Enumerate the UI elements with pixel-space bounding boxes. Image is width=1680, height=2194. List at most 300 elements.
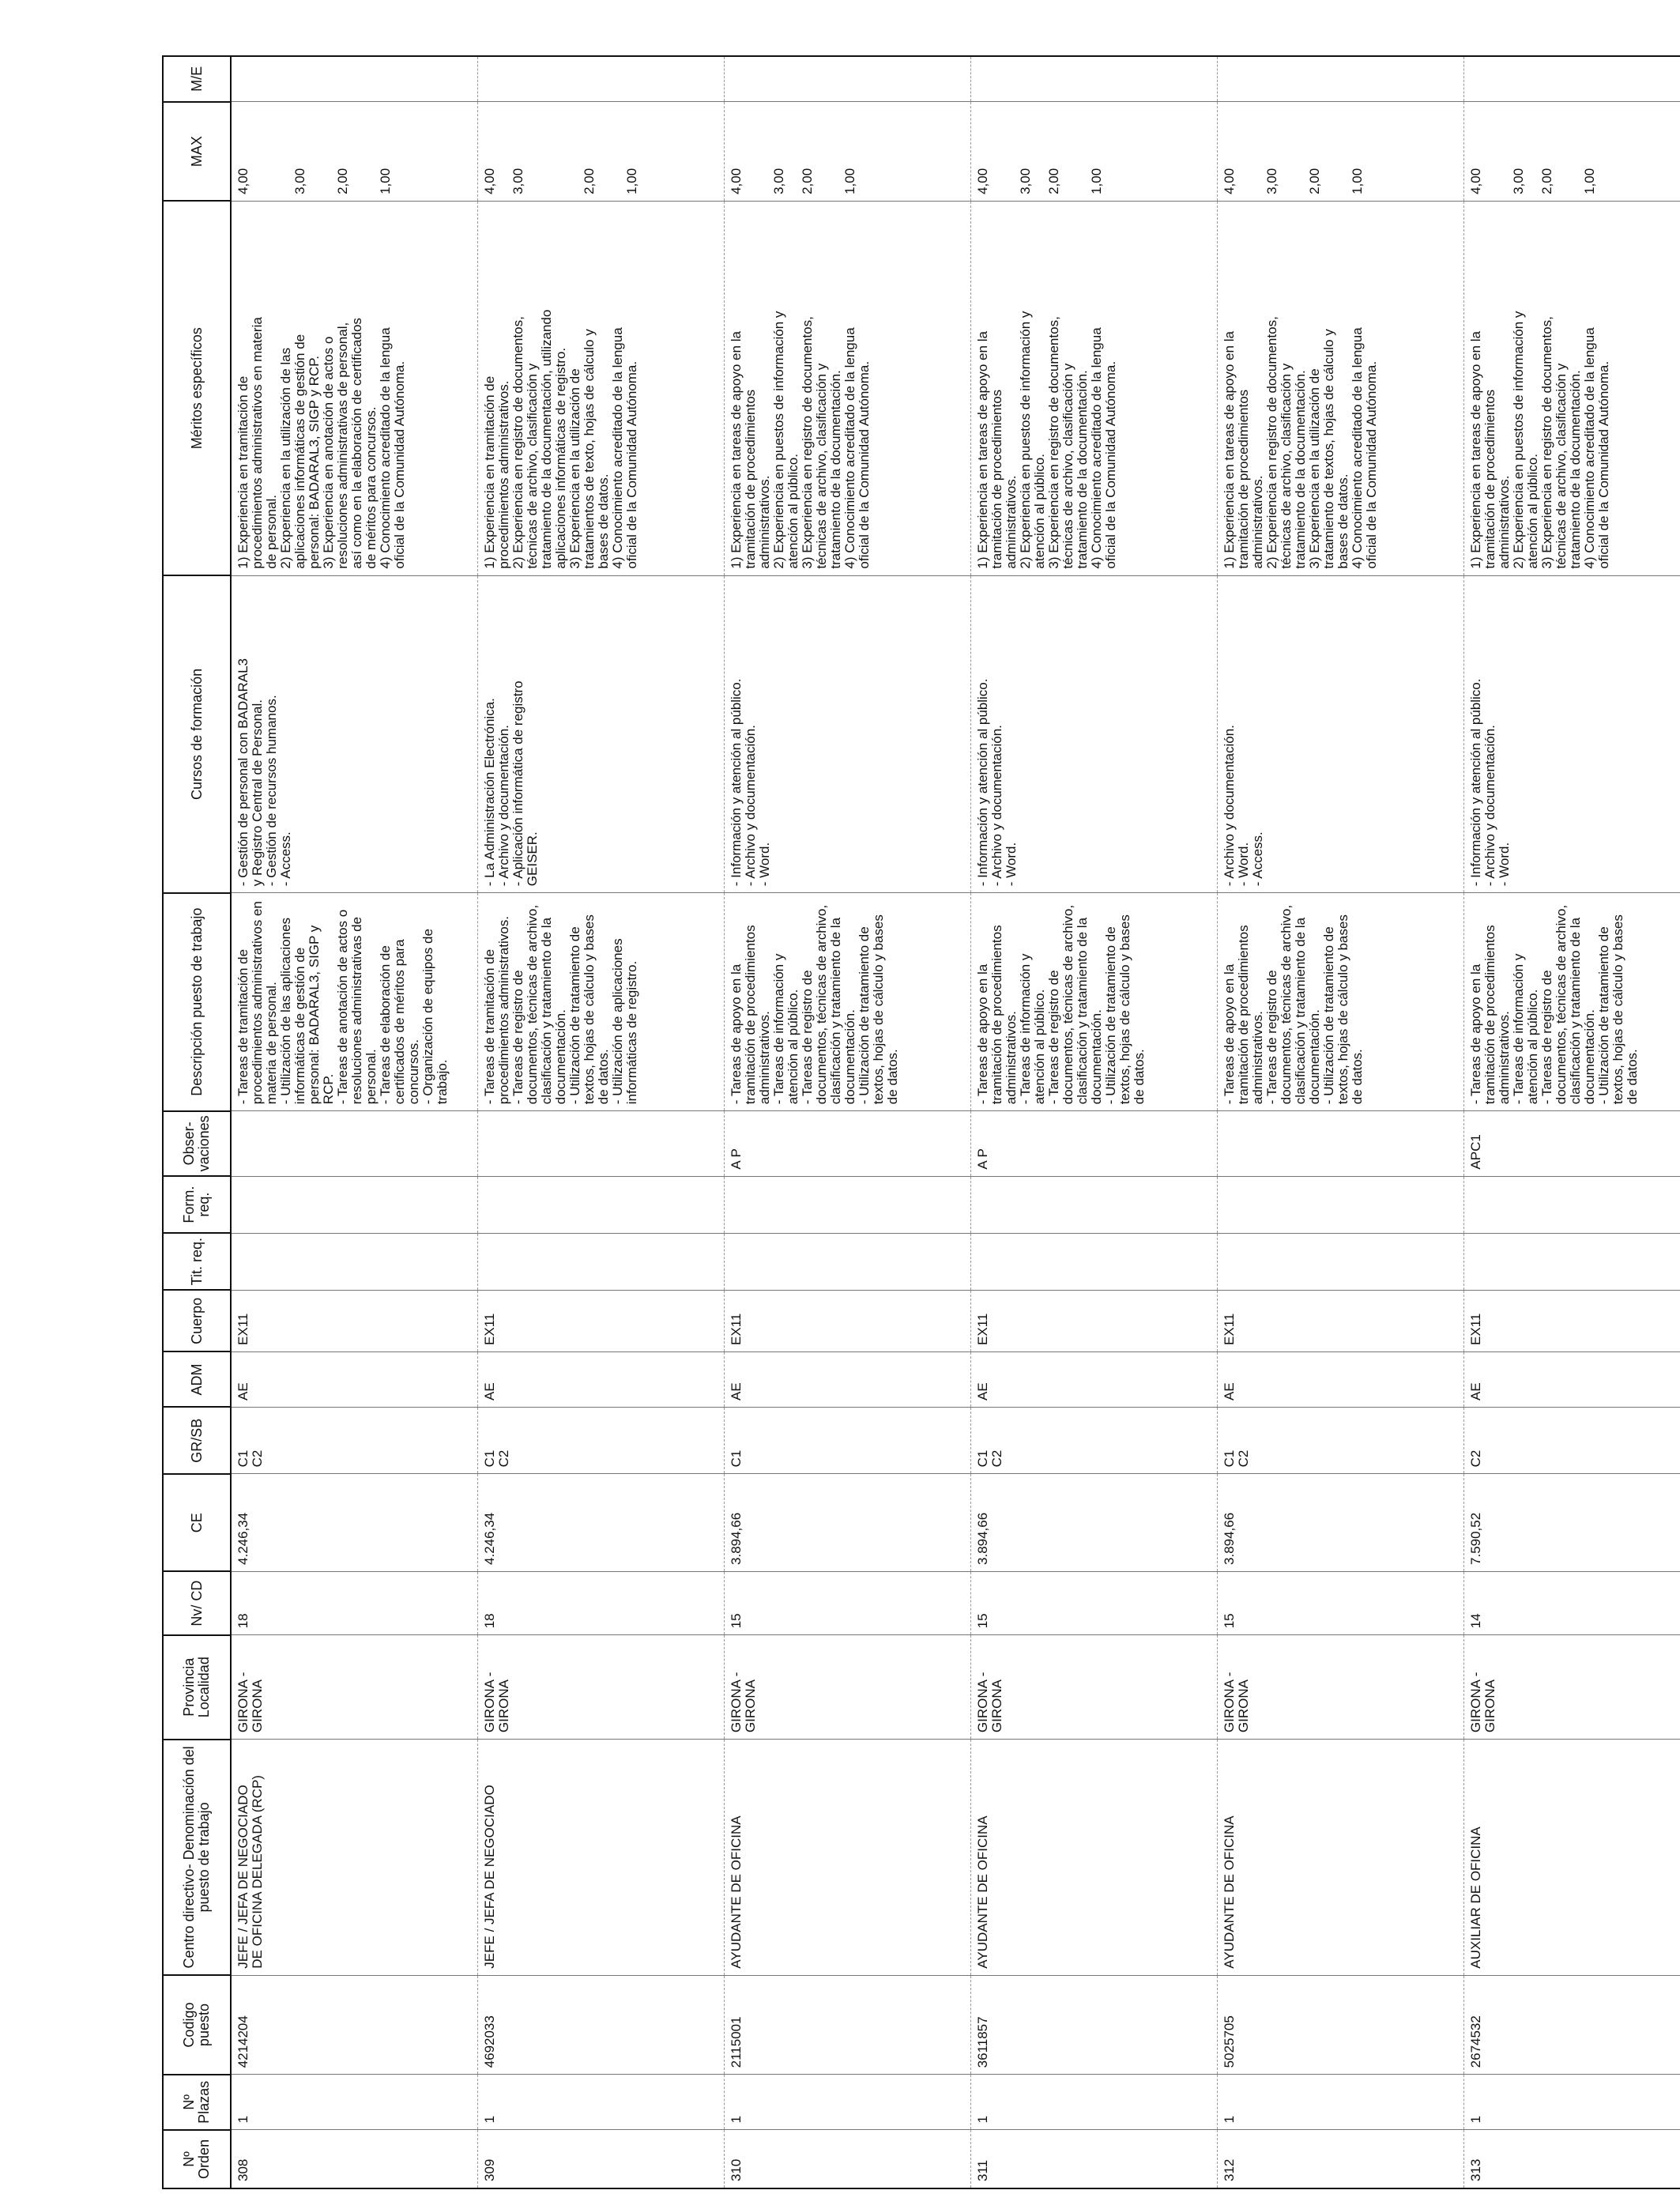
max-line <box>350 107 364 194</box>
descripcion-line: - Tareas de apoyo en la <box>1467 963 1483 1105</box>
meritos-line: bases de datos. <box>1335 473 1350 569</box>
cell-centro <box>1217 1740 1463 1976</box>
cell-provincia <box>1463 1635 1680 1740</box>
meritos-line: tramitación de procedimientos <box>989 389 1004 569</box>
descripcion-line: textos, hojas de cálculo y bases <box>870 914 886 1105</box>
cell-orden: 308 <box>231 2130 477 2188</box>
cell-observaciones <box>1217 1111 1463 1176</box>
descripcion-line: documentación. <box>552 1009 568 1105</box>
max-line <box>1294 107 1308 194</box>
descripcion-line: de datos. <box>1624 1049 1640 1105</box>
cursos-line: - Access. <box>1249 831 1265 887</box>
descripcion-line: materia de personal. <box>264 982 279 1105</box>
meritos-line: tramitación de procedimientos <box>1235 389 1251 569</box>
descripcion-line: - Tareas de registro de <box>1539 970 1554 1105</box>
descripcion-line: tramitación de procedimientos <box>742 925 758 1105</box>
descripcion-line: - Tareas de información y <box>1510 953 1526 1105</box>
meritos-line: 3) Experiencia en la utilización de <box>1306 368 1322 569</box>
descripcion-line: textos, hojas de cálculo y bases <box>581 914 597 1105</box>
centro-line: JEFE / JEFA DE NEGOCIADO <box>235 1785 250 1969</box>
header-max: MAX <box>163 102 231 202</box>
max-line <box>307 107 322 194</box>
descripcion-line: documentos, técnicas de archivo, <box>813 904 829 1105</box>
descripcion-line: clasificación y tratamiento de la <box>827 917 843 1105</box>
cell-me <box>970 56 1217 102</box>
max-line <box>540 107 554 194</box>
grupo-line: C2 <box>989 1449 1004 1468</box>
descripcion-line: de datos. <box>1349 1049 1365 1105</box>
descripcion-line: personal. <box>363 1049 379 1105</box>
cell-observaciones <box>477 1111 724 1176</box>
max-line: 3,00 <box>770 168 786 194</box>
centro-line: AUXILIAR DE OFICINA <box>1467 1826 1483 1969</box>
header-meritos: Méritos específicos <box>163 201 231 575</box>
max-line <box>364 107 379 194</box>
provincia-line: GIRONA <box>1482 1679 1497 1733</box>
cursos-line: GEISER. <box>524 831 540 887</box>
meritos-line: 3) Experiencia en registro de documentos, <box>1045 316 1061 569</box>
cell-descripcion <box>231 893 477 1111</box>
cell-provincia <box>477 1635 724 1740</box>
descripcion-line: de datos. <box>1131 1049 1147 1105</box>
meritos-line: 1) Experiencia en tareas de apoyo en la <box>1467 331 1483 569</box>
max-line: 3,00 <box>292 168 307 194</box>
provincia-line: GIRONA - <box>235 1672 250 1733</box>
cursos-line: - La Administración Electrónica. <box>481 698 497 887</box>
cell-nivel: 15 <box>970 1571 1217 1634</box>
cell-cursos <box>477 575 724 893</box>
table-body <box>231 56 1680 2188</box>
cell-formacion <box>231 1176 477 1233</box>
max-line: 4,00 <box>1221 168 1237 194</box>
centro-line: AYUDANTE DE OFICINA <box>1221 1815 1237 1969</box>
descripcion-line: atención al público. <box>1524 989 1540 1105</box>
meritos-line: oficial de la Comunidad Autónoma. <box>392 360 407 569</box>
header-me: M/E <box>163 56 231 102</box>
meritos-line: 3) Experiencia en anotación de actos o <box>321 336 336 569</box>
cursos-line: - Archivo y documentación. <box>742 725 758 887</box>
descripcion-line: de datos. <box>884 1049 900 1105</box>
cell-orden: 310 <box>724 2130 970 2188</box>
cell-grupo <box>970 1407 1217 1473</box>
max-line <box>611 107 625 194</box>
cell-cursos <box>970 575 1217 893</box>
max-line: 3,00 <box>1264 168 1279 194</box>
cell-nivel: 15 <box>1217 1571 1463 1634</box>
meritos-line: procedimientos administrativos. <box>495 380 511 569</box>
header-nivel: Nv/ CD <box>163 1571 231 1634</box>
meritos-line: aplicaciones informáticas de gestión de <box>292 334 307 569</box>
cursos-line: - Información y atención al público. <box>728 678 744 887</box>
meritos-line: tratamientos de texto, hojas de cálculo y <box>581 329 597 569</box>
table-row <box>477 56 724 2188</box>
max-line: 2,00 <box>1306 168 1322 194</box>
meritos-line: tramitación de procedimientos <box>742 389 758 569</box>
meritos-line: 2) Experiencia en puestos de información y <box>770 311 786 569</box>
meritos-line: 1) Experiencia en tramitación de <box>481 375 497 569</box>
cell-grupo <box>724 1407 970 1473</box>
max-line: 1,00 <box>378 168 393 194</box>
table-row <box>1217 56 1463 2188</box>
max-line <box>1569 107 1583 194</box>
table-row <box>970 56 1217 2188</box>
descripcion-line: - Tareas de registro de <box>510 970 525 1105</box>
cell-nivel: 18 <box>477 1571 724 1634</box>
cell-titulacion <box>1463 1233 1680 1290</box>
cursos-line: - Archivo y documentación. <box>989 725 1004 887</box>
descripcion-line: - Tareas de apoyo en la <box>974 963 990 1105</box>
cursos-line: - Word. <box>1496 842 1512 887</box>
meritos-line: técnicas de archivo, clasificación y <box>813 363 829 569</box>
max-line: 4,00 <box>728 168 744 194</box>
max-line <box>1237 107 1251 194</box>
max-line <box>265 107 279 194</box>
descripcion-line: administrativos. <box>756 1011 772 1105</box>
cell-max <box>1463 102 1680 202</box>
max-line <box>497 107 511 194</box>
meritos-line: aplicaciones informáticas de registro. <box>552 347 568 569</box>
cell-max <box>724 102 970 202</box>
centro-line: DE OFICINA DELEGADA (RCP) <box>250 1775 265 1969</box>
descripcion-line: - Tareas de información y <box>1017 953 1033 1105</box>
cell-cursos <box>231 575 477 893</box>
meritos-line: tratamiento de la documentación. <box>1292 370 1308 569</box>
descripcion-line: - Tareas de registro de <box>799 970 815 1105</box>
max-line <box>786 107 800 194</box>
cell-codigo: 2674532 <box>1463 1975 1680 2075</box>
max-line <box>829 107 843 194</box>
table-row <box>231 56 477 2188</box>
descripcion-line: - Organización de equipos de <box>420 929 435 1105</box>
max-line: 4,00 <box>1467 168 1483 194</box>
descripcion-line: documentos, técnicas de archivo, <box>1060 904 1075 1105</box>
cell-observaciones <box>231 1111 477 1176</box>
descripcion-line: procedimientos administrativos en <box>250 901 265 1105</box>
descripcion-line: - Tareas de registro de <box>1264 970 1279 1105</box>
meritos-line: 1) Experiencia en tareas de apoyo en la <box>974 331 990 569</box>
header-cuerpo: Cuerpo <box>163 1290 231 1351</box>
meritos-line: administrativos. <box>756 475 772 569</box>
meritos-line: 2) Experiencia en registro de documentos, <box>1264 316 1279 569</box>
descripcion-line: textos, hojas de cálculo y bases <box>1335 914 1350 1105</box>
header-centro: Centro directivo- Denominación del puesto de trabajo <box>163 1740 231 1976</box>
cell-grupo <box>1217 1407 1463 1473</box>
cell-descripcion <box>477 893 724 1111</box>
meritos-line: 3) Experiencia en registro de documentos, <box>799 316 815 569</box>
descripcion-line: clasificación y tratamiento de la <box>1292 917 1308 1105</box>
cell-centro <box>231 1740 477 1976</box>
cursos-line: - Word. <box>1235 842 1251 887</box>
max-line: 2,00 <box>335 168 350 194</box>
cell-orden: 309 <box>477 2130 724 2188</box>
cell-formacion <box>1463 1176 1680 1233</box>
descripcion-line: - Tareas de tramitación de <box>235 948 250 1105</box>
meritos-line: oficial de la Comunidad Autónoma. <box>623 360 639 569</box>
max-line: 1,00 <box>842 168 857 194</box>
header-titulacion: Tit. req. <box>163 1233 231 1290</box>
provincia-line: GIRONA - <box>974 1672 990 1733</box>
meritos-line: 2) Experiencia en la utilización de las <box>278 347 293 569</box>
descripcion-line: clasificación y tratamiento de la <box>1567 917 1583 1105</box>
descripcion-line: administrativos. <box>1249 1011 1265 1105</box>
cell-titulacion <box>1217 1233 1463 1290</box>
cell-descripcion <box>970 893 1217 1111</box>
descripcion-line: informáticas de registro. <box>623 960 639 1105</box>
max-line <box>568 107 582 194</box>
cell-max <box>970 102 1217 202</box>
meritos-line: 1) Experiencia en tramitación de <box>235 375 250 569</box>
max-line <box>1497 107 1512 194</box>
meritos-line: administrativos. <box>1496 475 1512 569</box>
cell-cursos <box>1463 575 1680 893</box>
cell-ce: 3.894,66 <box>970 1474 1217 1572</box>
table-row <box>1463 56 1680 2188</box>
cell-meritos <box>1463 201 1680 575</box>
cell-grupo <box>231 1407 477 1473</box>
cell-codigo: 3611857 <box>970 1975 1217 2075</box>
meritos-line: 1) Experiencia en tareas de apoyo en la <box>1221 331 1237 569</box>
cell-codigo: 2115001 <box>724 1975 970 2075</box>
meritos-line: tratamiento de la documentación, utilizando <box>538 309 554 569</box>
meritos-line: 4) Conocimiento acreditado de la lengua <box>1088 327 1104 569</box>
meritos-line: oficial de la Comunidad Autónoma. <box>1102 360 1118 569</box>
cell-formacion <box>1217 1176 1463 1233</box>
descripcion-line: documentación. <box>842 1009 857 1105</box>
descripcion-line: - Tareas de información y <box>770 953 786 1105</box>
header-grupo: GR/SB <box>163 1407 231 1473</box>
cell-orden: 313 <box>1463 2130 1680 2188</box>
grupo-line: C2 <box>1467 1449 1483 1468</box>
meritos-line: de méritos para concursos. <box>363 406 379 569</box>
max-line <box>758 107 772 194</box>
descripcion-line: textos, hojas de cálculo y bases <box>1610 914 1625 1105</box>
cursos-line: - Archivo y documentación. <box>495 725 511 887</box>
cell-plazas: 1 <box>477 2075 724 2130</box>
meritos-line: tratamiento de textos, hojas de cálculo y <box>1320 329 1336 569</box>
cursos-line: - Word. <box>1003 842 1019 887</box>
cell-observaciones: APC1 <box>1463 1111 1680 1176</box>
grupo-line: C1 <box>728 1449 744 1468</box>
header-adm: ADM <box>163 1351 231 1407</box>
max-line <box>1483 107 1497 194</box>
cursos-line: - Archivo y documentación. <box>1482 725 1497 887</box>
cell-me <box>477 56 724 102</box>
meritos-line: atención al público. <box>1031 454 1047 569</box>
max-line <box>1033 107 1047 194</box>
cell-max <box>1217 102 1463 202</box>
max-line: 3,00 <box>510 168 525 194</box>
meritos-line: tratamiento de la documentación. <box>1567 370 1583 569</box>
descripcion-line: textos, hojas de cálculo y bases <box>1117 914 1132 1105</box>
cell-ce: 3.894,66 <box>724 1474 970 1572</box>
cell-nivel: 14 <box>1463 1571 1680 1634</box>
meritos-line: personal: BADARAL3, SIGP y RCP. <box>307 356 322 569</box>
descripcion-line: documentación. <box>1581 1009 1597 1105</box>
header-descripcion: Descripción puesto de trabajo <box>163 893 231 1111</box>
cell-plazas: 1 <box>231 2075 477 2130</box>
cell-nivel: 18 <box>231 1571 477 1634</box>
max-line <box>250 107 265 194</box>
cell-codigo: 4214204 <box>231 1975 477 2075</box>
meritos-line: de personal. <box>264 495 279 569</box>
max-line: 2,00 <box>1045 168 1061 194</box>
header-formacion: Form. req. <box>163 1176 231 1233</box>
max-line <box>1554 107 1569 194</box>
descripcion-line: tramitación de procedimientos <box>989 925 1004 1105</box>
cell-cuerpo: EX11 <box>1217 1290 1463 1351</box>
cell-cursos <box>1217 575 1463 893</box>
max-line: 1,00 <box>623 168 639 194</box>
cell-adm: AE <box>477 1351 724 1407</box>
max-line: 1,00 <box>1088 168 1104 194</box>
descripcion-line: resoluciones administrativas de <box>349 917 364 1105</box>
descripcion-line: trabajo. <box>435 1059 450 1105</box>
centro-line: AYUDANTE DE OFICINA <box>974 1815 990 1969</box>
max-line <box>597 107 611 194</box>
header-observaciones: Obser- vaciones <box>163 1111 231 1176</box>
cell-ce: 7.590,52 <box>1463 1474 1680 1572</box>
provincia-line: GIRONA - <box>481 1672 497 1733</box>
max-line <box>815 107 829 194</box>
cell-observaciones: A P <box>724 1111 970 1176</box>
max-line: 3,00 <box>1510 168 1526 194</box>
provincia-line: GIRONA <box>742 1679 758 1733</box>
cell-ce: 4.246,34 <box>477 1474 724 1572</box>
table-header <box>163 56 231 2188</box>
cell-max <box>477 102 724 202</box>
max-line: 4,00 <box>481 168 497 194</box>
cell-adm: AE <box>231 1351 477 1407</box>
max-line: 2,00 <box>1539 168 1554 194</box>
cell-observaciones: A P <box>970 1111 1217 1176</box>
descripcion-line: tramitación de procedimientos <box>1482 925 1497 1105</box>
cell-centro <box>724 1740 970 1976</box>
meritos-line: 4) Conocimiento acreditado de la lengua <box>378 327 393 569</box>
meritos-line: 4) Conocimiento acreditado de la lengua <box>1581 327 1597 569</box>
max-line <box>1251 107 1265 194</box>
cell-meritos <box>724 201 970 575</box>
table-row <box>724 56 970 2188</box>
descripcion-line: atención al público. <box>785 989 800 1105</box>
cell-cuerpo: EX11 <box>1463 1290 1680 1351</box>
cell-plazas: 1 <box>1463 2075 1680 2130</box>
meritos-line: 2) Experiencia en puestos de información y <box>1017 311 1033 569</box>
header-provincia: Provincia Localidad <box>163 1635 231 1740</box>
meritos-line: técnicas de archivo, clasificación y <box>1060 363 1075 569</box>
grupo-line: C1 <box>974 1449 990 1468</box>
max-line <box>322 107 336 194</box>
cell-provincia <box>970 1635 1217 1740</box>
grupo-line: C2 <box>250 1449 265 1468</box>
grupo-line: C1 <box>1221 1449 1237 1468</box>
descripcion-line: - Tareas de elaboración de <box>378 945 393 1105</box>
cell-titulacion <box>970 1233 1217 1290</box>
meritos-line: procedimientos administrativos en materia <box>250 317 265 569</box>
cell-provincia <box>1217 1635 1463 1740</box>
cell-nivel: 15 <box>724 1571 970 1634</box>
cell-me <box>1217 56 1463 102</box>
descripcion-line: certificados de méritos para <box>392 939 407 1105</box>
descripcion-line: - Utilización de tratamiento de <box>856 926 872 1105</box>
meritos-line: 1) Experiencia en tareas de apoyo en la <box>728 331 744 569</box>
grupo-line: C1 <box>481 1449 497 1468</box>
meritos-line: administrativos. <box>1249 475 1265 569</box>
max-line: 1,00 <box>1349 168 1365 194</box>
descripcion-line: personal: BADARAL3, SIGP y <box>307 925 322 1105</box>
max-line <box>1526 107 1540 194</box>
descripcion-line: documentos, técnicas de archivo, <box>524 904 540 1105</box>
max-line <box>1322 107 1336 194</box>
meritos-line: 4) Conocimiento acreditado de la lengua <box>842 327 857 569</box>
max-line <box>1336 107 1350 194</box>
centro-line: JEFE / JEFA DE NEGOCIADO <box>481 1785 497 1969</box>
cell-codigo: 5025705 <box>1217 1975 1463 2075</box>
descripcion-line: clasificación y tratamiento de la <box>1074 917 1090 1105</box>
descripcion-line: - Utilización de tratamiento de <box>1595 926 1611 1105</box>
cursos-line: - Gestión de personal con BADARAL3 <box>235 658 250 887</box>
rotated-table-container <box>162 55 1640 2189</box>
max-line <box>1075 107 1090 194</box>
meritos-line: técnicas de archivo, clasificación y <box>1278 363 1294 569</box>
descripcion-line: - Tareas de registro de <box>1045 970 1061 1105</box>
header-ce: CE <box>163 1474 231 1572</box>
descripcion-line: documentación. <box>1088 1009 1104 1105</box>
meritos-line: 4) Conocimiento acreditado de la lengua <box>609 327 625 569</box>
cell-cursos <box>724 575 970 893</box>
max-line <box>1279 107 1294 194</box>
cell-cuerpo: EX11 <box>970 1290 1217 1351</box>
cell-cuerpo: EX11 <box>477 1290 724 1351</box>
cell-centro <box>1463 1740 1680 1976</box>
descripcion-line: - Utilización de tratamiento de <box>1320 926 1336 1105</box>
descripcion-line: - Utilización de tratamiento de <box>1102 926 1118 1105</box>
cursos-line: - Archivo y documentación. <box>1221 725 1237 887</box>
descripcion-line: documentación. <box>1306 1009 1322 1105</box>
cell-formacion <box>477 1176 724 1233</box>
cursos-line: y Registro Central de Personal. <box>250 699 265 887</box>
descripcion-line: - Utilización de las aplicaciones <box>278 917 293 1105</box>
max-line <box>1061 107 1075 194</box>
max-line: 1,00 <box>1581 168 1597 194</box>
max-line: 4,00 <box>235 168 250 194</box>
cell-meritos <box>970 201 1217 575</box>
descripcion-line: tramitación de procedimientos <box>1235 925 1251 1105</box>
provincia-line: GIRONA <box>250 1679 265 1733</box>
grupo-line: C2 <box>495 1449 511 1468</box>
descripcion-line: de datos. <box>595 1049 611 1105</box>
cell-titulacion <box>231 1233 477 1290</box>
max-line <box>744 107 758 194</box>
cell-orden: 312 <box>1217 2130 1463 2188</box>
provincia-line: GIRONA <box>989 1679 1004 1733</box>
meritos-line: tratamiento de la documentación. <box>827 370 843 569</box>
provincia-line: GIRONA - <box>728 1672 744 1733</box>
meritos-line: técnicas de archivo, clasificación y <box>524 363 540 569</box>
meritos-line: oficial de la Comunidad Autónoma. <box>856 360 872 569</box>
meritos-line: resoluciones administrativas de personal, <box>335 322 350 569</box>
descripcion-line: clasificación y tratamiento de la <box>538 917 554 1105</box>
descripcion-line: administrativos. <box>1003 1011 1019 1105</box>
job-positions-table <box>162 55 1680 2189</box>
max-line <box>525 107 540 194</box>
cell-orden: 311 <box>970 2130 1217 2188</box>
provincia-line: GIRONA <box>495 1679 511 1733</box>
cell-ce: 3.894,66 <box>1217 1474 1463 1572</box>
provincia-line: GIRONA <box>1235 1679 1251 1733</box>
meritos-line: 3) Experiencia en la utilización de <box>567 368 582 569</box>
cell-grupo <box>1463 1407 1680 1473</box>
cell-plazas: 1 <box>1217 2075 1463 2130</box>
